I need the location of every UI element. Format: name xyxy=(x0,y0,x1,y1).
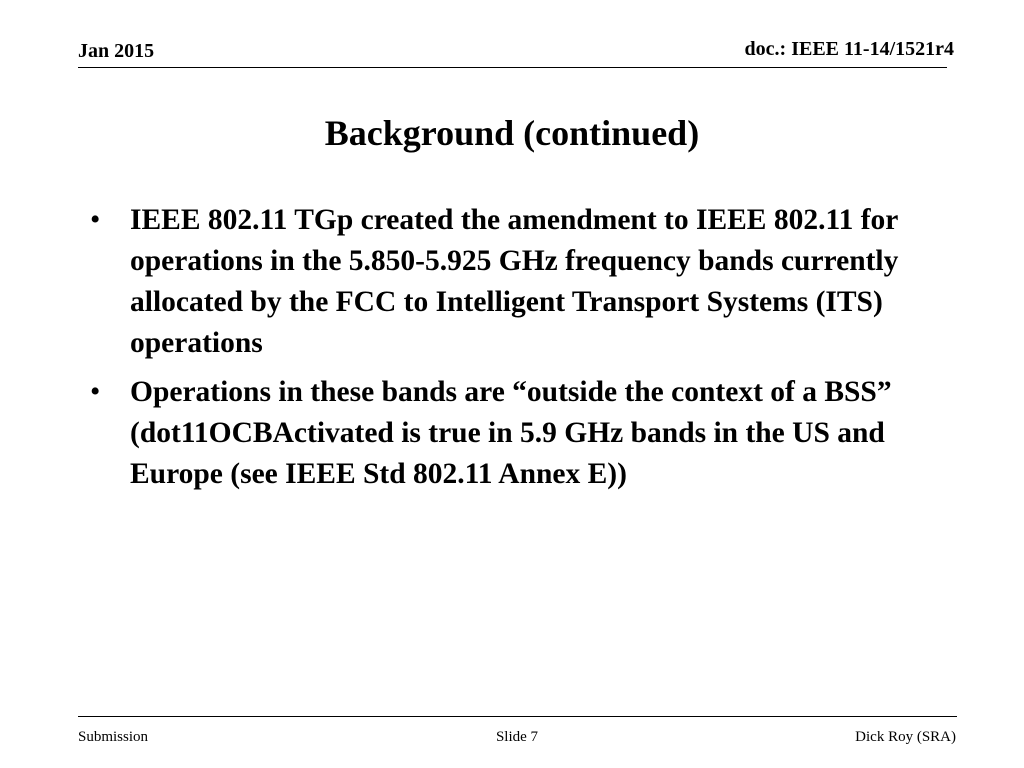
header-date: Jan 2015 xyxy=(78,40,155,62)
bullet-icon: • xyxy=(90,204,101,236)
bullet-icon: • xyxy=(90,376,101,408)
header-doc-id: doc.: IEEE 11-14/1521r4 xyxy=(744,38,954,60)
bullet-text: Operations in these bands are “outside the context of a BSS” (dot11OCBActivated is true in 5.9 GHz bands in the US and Europe (see IEEE Std 802.11 Annex E)) xyxy=(130,376,892,490)
footer-slide-number: Slide 7 xyxy=(495,729,539,745)
bullet-text: IEEE 802.11 TGp created the amendment to IEEE 802.11 for operations in the 5.850-5.925 GHz frequency bands currently allocated by the FCC to Intelligent Transport Systems (ITS) operations xyxy=(130,204,899,359)
footer-submission: Submission xyxy=(78,729,149,745)
bullet-list xyxy=(90,200,950,503)
footer-author: Dick Roy (SRA) xyxy=(855,729,956,745)
bullet-item xyxy=(90,372,950,495)
footer-divider xyxy=(78,716,957,717)
header-divider xyxy=(78,67,947,68)
bullet-item xyxy=(90,200,950,364)
slide-title: Background (continued) xyxy=(324,113,700,153)
